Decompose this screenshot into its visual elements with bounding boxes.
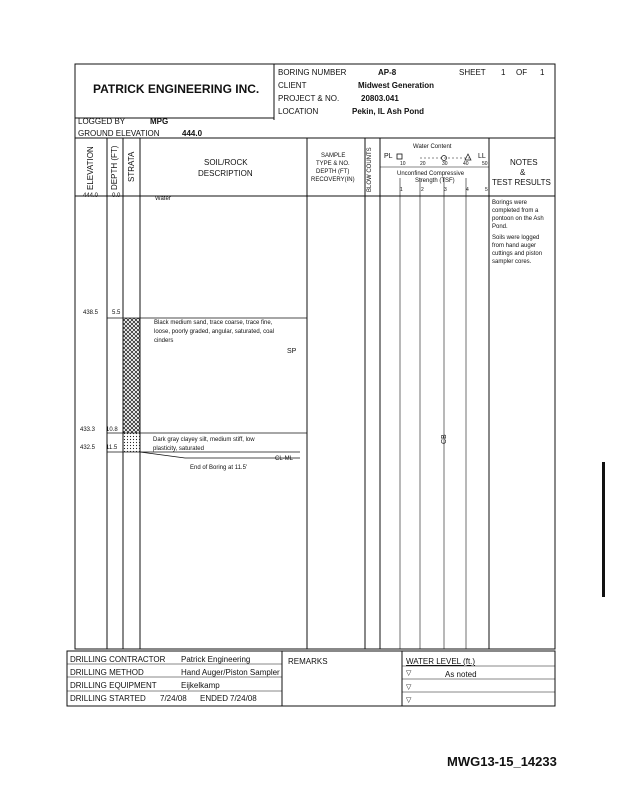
note-line: completed from a xyxy=(492,208,539,214)
ucs-label-1: Unconfined Compressive xyxy=(397,171,465,177)
row3-uscs: CL-ML xyxy=(275,456,294,462)
col-blow-counts: BLOW COUNTS xyxy=(367,147,373,192)
row4-elevation: 432.5 xyxy=(80,445,96,451)
wc-tick-20: 20 xyxy=(420,161,426,167)
location-label: LOCATION xyxy=(278,107,319,116)
ended-label: ENDED xyxy=(200,694,229,703)
wc-tick-30: 30 xyxy=(442,161,448,167)
water-level-value: As noted xyxy=(445,670,477,679)
col-strata: STRATA xyxy=(127,151,136,182)
row1-depth: 0.0 xyxy=(112,193,121,199)
strata-sand-hatch xyxy=(123,318,140,433)
logged-by-value: MPG xyxy=(150,117,169,126)
row3-elevation: 433.3 xyxy=(80,427,96,433)
end-of-boring: End of Boring at 11.5' xyxy=(190,465,248,471)
water-level-symbol-icon: ▽ xyxy=(406,670,412,677)
drilling-method-value: Hand Auger/Piston Sampler xyxy=(181,668,280,677)
row2-depth: 5.5 xyxy=(112,310,121,316)
water-level-symbol-icon: ▽ xyxy=(406,697,412,704)
scan-edge-mark xyxy=(602,462,605,597)
col-sample-4: RECOVERY(IN) xyxy=(311,177,355,183)
boring-number-label: BORING NUMBER xyxy=(278,68,347,77)
wc-tick-50: 50 xyxy=(482,161,488,167)
boring-number: AP-8 xyxy=(378,68,397,77)
ended-value: 7/24/08 xyxy=(230,694,257,703)
location-value: Pekin, IL Ash Pond xyxy=(352,107,425,116)
drilling-contractor-value: Patrick Engineering xyxy=(181,655,251,664)
note-line: pontoon on the Ash xyxy=(492,216,544,222)
pl-label: PL xyxy=(384,153,393,160)
ucs-tick-4: 4 xyxy=(466,187,469,193)
ucs-tick-1: 1 xyxy=(400,187,403,193)
sheet-of: OF xyxy=(516,68,528,77)
ucs-tick-5: 5 xyxy=(485,187,488,193)
col-elevation: ELEVATION xyxy=(86,146,95,190)
col-soil-desc-2: DESCRIPTION xyxy=(198,169,253,178)
ll-label: LL xyxy=(478,153,486,160)
row1-description: Water xyxy=(155,196,171,202)
ground-elevation-label: GROUND ELEVATION xyxy=(78,129,160,138)
sheet-label: SHEET xyxy=(459,68,486,77)
sheet-total: 1 xyxy=(540,68,545,77)
note-line: sampler cores. xyxy=(492,259,532,265)
water-level-label: WATER LEVEL (ft.) xyxy=(406,657,476,666)
drilling-started-value: 7/24/08 xyxy=(160,694,187,703)
row3-depth: 10.8 xyxy=(106,427,118,433)
col-sample-1: SAMPLE xyxy=(321,153,346,159)
note-line: Soils were logged xyxy=(492,235,540,241)
logged-by-label: LOGGED BY xyxy=(78,117,126,126)
wc-tick-10: 10 xyxy=(400,161,406,167)
note-line: from hand auger xyxy=(492,243,537,249)
drilling-equipment-value: Eijkelkamp xyxy=(181,681,220,690)
drilling-method-label: DRILLING METHOD xyxy=(70,668,144,677)
plot-annotation: CB xyxy=(441,434,448,444)
ucs-tick-3: 3 xyxy=(444,187,447,193)
notes-header-3: TEST RESULTS xyxy=(492,178,551,187)
row3-description-1: Dark gray clayey silt, medium stiff, low xyxy=(153,437,255,443)
col-sample-3: DEPTH (FT) xyxy=(316,169,350,175)
company-name: PATRICK ENGINEERING INC. xyxy=(93,82,260,96)
col-soil-desc-1: SOIL/ROCK xyxy=(204,158,248,167)
row2-description-2: loose, poorly graded, angular, saturated, coal xyxy=(154,329,275,335)
ground-elevation-value: 444.0 xyxy=(182,129,203,138)
note-line: cuttings and piston xyxy=(492,251,543,257)
row2-description-1: Black medium sand, trace coarse, trace fine, xyxy=(154,320,273,326)
row2-description-3: cinders xyxy=(154,338,174,344)
col-sample-2: TYPE & NO. xyxy=(316,161,350,167)
drilling-contractor-label: DRILLING CONTRACTOR xyxy=(70,655,166,664)
row2-uscs: SP xyxy=(287,348,297,355)
row1-elevation: 444.0 xyxy=(83,193,99,199)
remarks-label: REMARKS xyxy=(288,657,328,666)
sheet-num: 1 xyxy=(501,68,506,77)
project-number: 20803.041 xyxy=(361,94,399,103)
water-content-label: Water Content xyxy=(413,144,452,150)
note-line: Borings were xyxy=(492,200,528,206)
drilling-equipment-label: DRILLING EQUIPMENT xyxy=(70,681,157,690)
client-value: Midwest Generation xyxy=(358,81,435,90)
wc-tick-40: 40 xyxy=(463,161,469,167)
notes-header-1: NOTES xyxy=(510,158,538,167)
col-depth: DEPTH (FT) xyxy=(110,145,119,190)
note-line: Pond. xyxy=(492,224,508,230)
notes-header-2: & xyxy=(520,168,526,177)
strata-clay-hatch xyxy=(123,433,140,452)
client-label: CLIENT xyxy=(278,81,307,90)
ucs-label-2: Strength (TSF) xyxy=(415,178,455,184)
drilling-started-label: DRILLING STARTED xyxy=(70,694,146,703)
document-id: MWG13-15_14233 xyxy=(447,754,557,769)
row2-elevation: 438.5 xyxy=(83,310,99,316)
ucs-tick-2: 2 xyxy=(421,187,424,193)
row3-description-2: plasticity, saturated xyxy=(153,446,204,452)
water-level-symbol-icon: ▽ xyxy=(406,684,412,691)
project-label: PROJECT & NO. xyxy=(278,94,340,103)
row4-depth: 11.5 xyxy=(106,445,118,451)
